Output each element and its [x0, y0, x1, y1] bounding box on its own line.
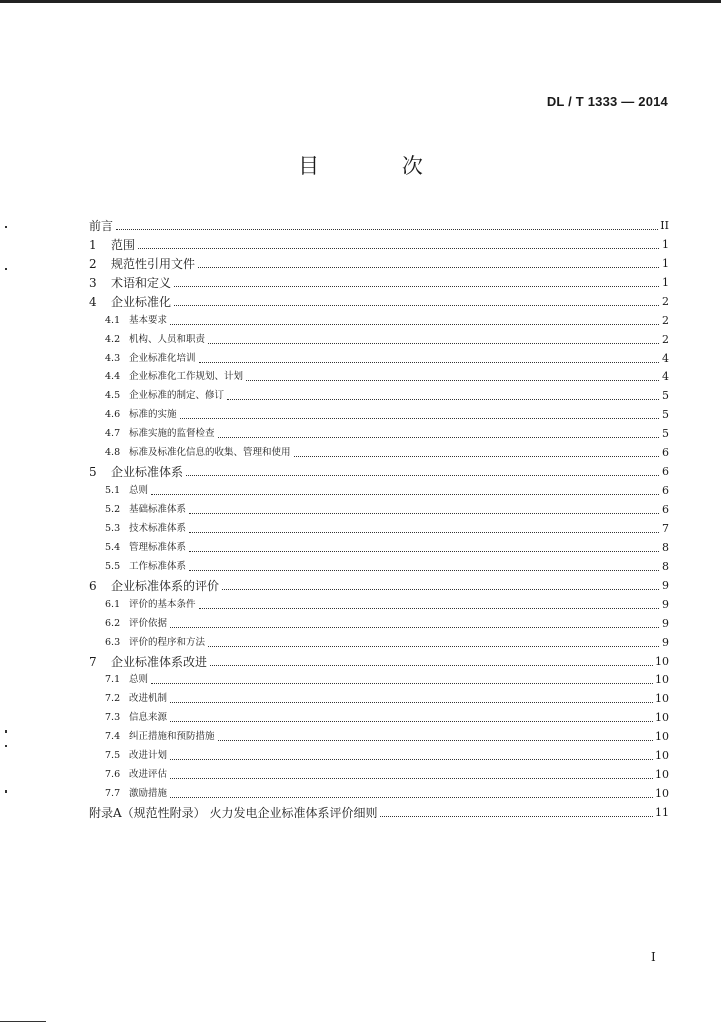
toc-dot-leader	[170, 759, 653, 760]
toc-entry[interactable]	[89, 706, 669, 725]
toc-entry-page: 10	[655, 692, 669, 706]
toc-entry[interactable]	[89, 763, 669, 782]
toc-dot-leader	[170, 324, 659, 325]
toc-dot-leader	[189, 513, 659, 514]
toc-entry[interactable]	[89, 612, 669, 631]
toc-entry-title: 企业标准化培训	[129, 352, 196, 364]
toc-entry[interactable]	[89, 725, 669, 744]
toc-entry-title: 标准实施的监督检查	[129, 428, 215, 440]
toc-entry-page: 10	[655, 787, 669, 801]
toc-entry-number: 2	[89, 256, 97, 271]
toc-dot-leader	[210, 665, 653, 666]
toc-entry-number: 5.2	[105, 504, 121, 515]
toc-entry-title: 机构、人员和职责	[129, 333, 206, 345]
toc-dot-leader	[174, 305, 659, 306]
toc-entry-number: 4.7	[105, 428, 121, 440]
toc-dot-leader	[227, 399, 659, 400]
toc-entry[interactable]	[89, 555, 669, 574]
toc-entry[interactable]	[89, 214, 669, 233]
toc-entry-number: 6.1	[105, 598, 121, 610]
toc-entry-page: 2	[662, 294, 669, 308]
toc-dot-leader	[380, 816, 653, 817]
toc-entry-title: 技术标准体系	[129, 522, 187, 534]
toc-entry-number: 4.3	[105, 352, 121, 364]
toc-entry[interactable]	[89, 593, 669, 612]
toc-entry-page: 10	[655, 711, 669, 725]
toc-entry-page: 10	[655, 749, 669, 763]
toc-entry-page: 6	[662, 465, 669, 479]
toc-entry[interactable]	[89, 479, 669, 498]
toc-entry-title: 改进评估	[129, 769, 168, 781]
toc-entry-number: 5.5	[105, 560, 121, 572]
toc-dot-leader	[199, 362, 659, 363]
toc-entry-page: 9	[662, 635, 669, 649]
toc-entry-page: 9	[662, 616, 669, 630]
toc-entry[interactable]	[89, 498, 669, 517]
toc-dot-leader	[174, 286, 659, 287]
toc-entry-number: 5.4	[105, 541, 121, 553]
toc-dot-leader	[189, 570, 659, 571]
toc-entry[interactable]	[89, 744, 669, 763]
toc-entry-page: 2	[662, 313, 669, 327]
toc-entry-number: 6.3	[105, 636, 121, 648]
toc-dot-leader	[138, 248, 659, 249]
toc-entry[interactable]	[89, 687, 669, 706]
toc-entry-title: 企业标准体系的评价	[111, 578, 220, 593]
scan-bottom-mark	[0, 1021, 46, 1022]
toc-dot-leader	[170, 721, 653, 722]
toc-entry-page: 6	[662, 446, 669, 460]
toc-entry[interactable]	[89, 574, 669, 593]
toc-entry-title: 基础标准体系	[129, 504, 187, 515]
toc-entry[interactable]	[89, 782, 669, 801]
toc-entry-number: 4.6	[105, 409, 121, 421]
toc-entry-number: 7.4	[105, 731, 121, 743]
toc-entry-number: 4.4	[105, 371, 121, 383]
toc-entry-title: 改进机制	[129, 693, 168, 705]
toc-entry[interactable]	[89, 441, 669, 460]
scan-mark	[5, 790, 7, 793]
toc-entry-number: 7.2	[105, 693, 121, 705]
toc-entry-page: 11	[655, 806, 669, 819]
toc-entry[interactable]	[89, 536, 669, 555]
toc-entry-title: 规范性引用文件	[111, 256, 196, 271]
toc-entry-page: 7	[662, 521, 669, 535]
toc-entry-title: 评价的基本条件	[129, 598, 196, 610]
toc-entry-title: 总则	[129, 485, 149, 497]
toc-entry-title: 改进计划	[129, 750, 168, 762]
toc-entry-number: 7	[89, 654, 97, 669]
toc-dot-leader	[218, 740, 653, 741]
toc-entry-title: 管理标准体系	[129, 541, 187, 553]
toc-entry[interactable]	[89, 290, 669, 309]
toc-entry[interactable]	[89, 422, 669, 441]
toc-entry-title: 信息来源	[129, 712, 168, 724]
toc-entry-title: 术语和定义	[111, 275, 172, 290]
scan-mark	[5, 730, 7, 733]
toc-entry-number: 1	[89, 237, 97, 252]
toc-entry-page: 1	[662, 256, 669, 270]
toc-entry[interactable]	[89, 631, 669, 650]
scan-mark	[5, 745, 7, 747]
toc-entry[interactable]	[89, 271, 669, 290]
toc-entry-title: 激励措施	[129, 788, 168, 800]
toc-entry[interactable]	[89, 233, 669, 252]
toc-entry-number: 7.6	[105, 769, 121, 781]
toc-entry-number: 3	[89, 275, 97, 290]
toc-dot-leader	[294, 456, 659, 457]
toc-entry-number: 5.1	[105, 485, 121, 497]
toc-entry[interactable]	[89, 252, 669, 271]
toc-entry-title: 工作标准体系	[129, 560, 187, 572]
toc-entry[interactable]	[89, 403, 669, 422]
table-of-contents	[89, 214, 669, 820]
toc-entry-title: 基本要求	[129, 314, 168, 326]
toc-entry-page: 10	[655, 768, 669, 782]
toc-entry-number: 6	[89, 578, 97, 593]
toc-entry[interactable]	[89, 309, 669, 328]
toc-dot-leader	[208, 646, 659, 647]
toc-entry-title: 企业标准化	[111, 294, 172, 309]
toc-dot-leader	[170, 627, 659, 628]
toc-entry-title: 企业标准体系	[111, 465, 184, 480]
toc-entry[interactable]	[89, 650, 669, 669]
toc-entry-number: 4.2	[105, 333, 121, 345]
toc-dot-leader	[151, 494, 659, 495]
toc-entry-number: 5.3	[105, 522, 121, 534]
standard-number: DL / T 1333 — 2014	[546, 94, 668, 109]
toc-entry-page: 6	[662, 503, 669, 516]
toc-dot-leader	[170, 778, 653, 779]
toc-entry-page: 10	[655, 654, 669, 668]
toc-entry[interactable]	[89, 366, 669, 385]
toc-entry-page: 8	[662, 559, 669, 573]
toc-dot-leader	[186, 475, 659, 476]
toc-entry[interactable]	[89, 460, 669, 479]
toc-entry[interactable]	[89, 801, 669, 820]
page-number: I	[651, 950, 656, 964]
toc-entry-number: 4.1	[105, 314, 121, 326]
toc-entry-number: 7.1	[105, 674, 121, 686]
page-title: 目 次	[298, 154, 461, 178]
toc-entry-number: 6.2	[105, 617, 121, 629]
toc-entry-title: 前言	[89, 218, 114, 233]
toc-entry-number: 4.5	[105, 390, 121, 402]
toc-entry[interactable]	[89, 347, 669, 366]
toc-dot-leader	[218, 437, 659, 438]
scan-mark	[5, 268, 7, 270]
toc-dot-leader	[151, 683, 653, 684]
toc-entry-title: 标准及标准化信息的收集、管理和使用	[129, 447, 291, 459]
toc-entry-number: 7.3	[105, 712, 121, 724]
toc-entry-number: 4	[89, 294, 97, 309]
toc-entry-title: 评价依据	[129, 617, 168, 629]
toc-dot-leader	[170, 702, 653, 703]
scan-top-border	[0, 0, 721, 3]
toc-entry-page: 1	[662, 275, 669, 289]
toc-entry[interactable]	[89, 384, 669, 403]
toc-dot-leader	[189, 551, 659, 552]
toc-entry[interactable]	[89, 517, 669, 536]
toc-dot-leader	[222, 589, 659, 590]
toc-entry-page: 4	[662, 351, 669, 365]
toc-dot-leader	[116, 229, 658, 230]
toc-dot-leader	[180, 418, 659, 419]
toc-entry-number: 7.7	[105, 788, 121, 800]
toc-entry[interactable]	[89, 669, 669, 688]
toc-entry-title: 标准的实施	[129, 409, 177, 421]
toc-entry-page: 5	[662, 408, 669, 422]
toc-entry-number: 5	[89, 465, 97, 480]
toc-dot-leader	[170, 797, 653, 798]
toc-entry-page: 5	[662, 427, 669, 441]
toc-entry-page: 9	[662, 578, 669, 592]
toc-entry-number: 7.5	[105, 750, 121, 762]
toc-entry-page: 4	[662, 370, 669, 384]
toc-entry-page: 5	[662, 389, 669, 403]
toc-dot-leader	[246, 380, 659, 381]
toc-entry-page: 1	[662, 237, 669, 251]
toc-entry-page: 9	[662, 597, 669, 611]
toc-entry-page: II	[660, 218, 669, 232]
toc-entry-title: 总则	[129, 674, 149, 686]
toc-entry-title: 范围	[111, 237, 136, 252]
scan-mark	[5, 226, 7, 228]
toc-dot-leader	[189, 532, 659, 533]
toc-entry-number: 4.8	[105, 447, 121, 459]
toc-entry[interactable]	[89, 328, 669, 347]
toc-entry-page: 8	[662, 540, 669, 554]
toc-dot-leader	[198, 267, 659, 268]
toc-entry-page: 6	[662, 484, 669, 498]
toc-entry-title: 评价的程序和方法	[129, 636, 206, 648]
toc-entry-title: 企业标准的制定、修订	[129, 390, 225, 402]
toc-entry-page: 10	[655, 730, 669, 744]
toc-entry-title: 纠正措施和预防措施	[129, 731, 215, 743]
toc-entry-title: 企业标准化工作规划、计划	[129, 371, 244, 383]
toc-entry-page: 10	[655, 673, 669, 687]
toc-entry-page: 2	[662, 332, 669, 346]
toc-dot-leader	[208, 343, 659, 344]
toc-dot-leader	[199, 608, 659, 609]
toc-entry-title: 企业标准体系改进	[111, 654, 208, 669]
toc-entry-title: 附录A（规范性附录） 火力发电企业标准体系评价细则	[89, 806, 378, 820]
